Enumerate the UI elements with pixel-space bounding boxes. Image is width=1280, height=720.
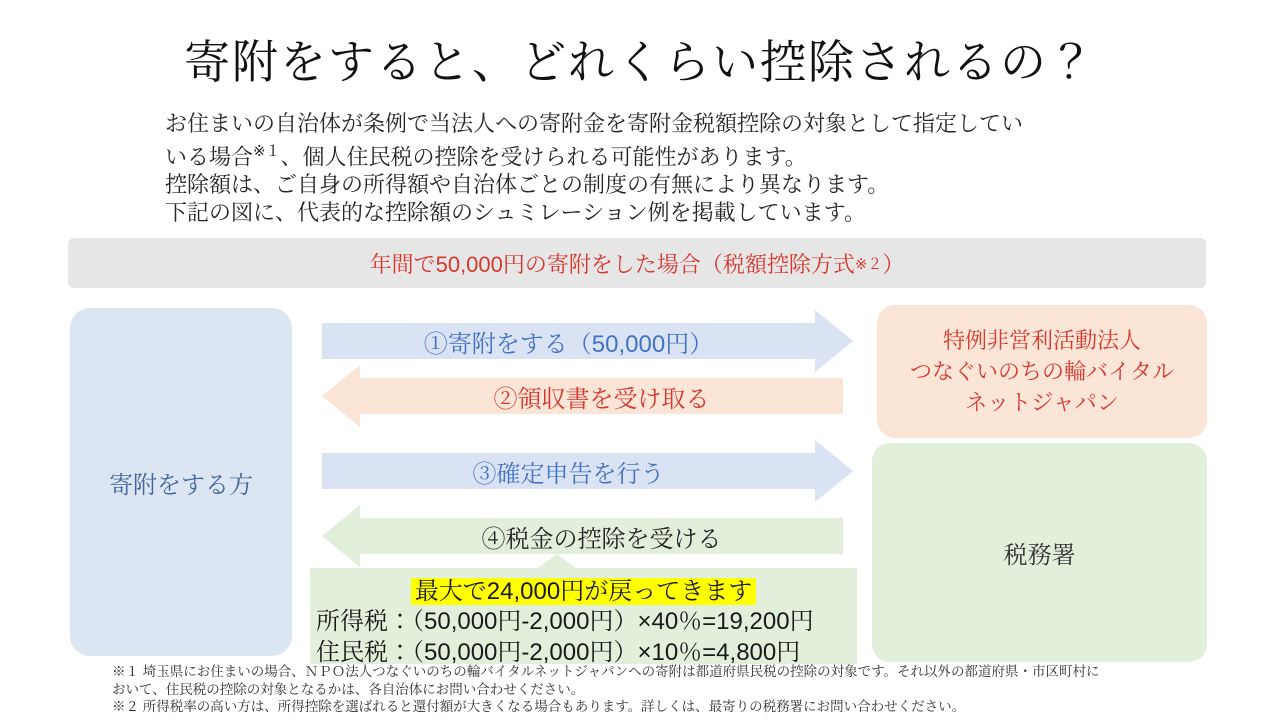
npo-name-line-1: 特例非営利活動法人: [942, 328, 1141, 353]
footnotes: [112, 663, 1222, 716]
arrow-2-receipt: [322, 365, 855, 427]
callout-notch-icon: [538, 554, 576, 568]
footnote-2: ※２ 所得税率の高い方は、所得控除を選ばれると還付額が大きくなる場合もあります。詳しくは、最寄りの税務署にお問い合わせください。: [112, 699, 966, 714]
arrow-right-icon: [815, 440, 853, 502]
intro-line-2-pre: いる場合: [165, 144, 254, 170]
footnote-ref-2: ※２: [854, 255, 883, 273]
intro-paragraph: [165, 110, 1023, 227]
footnote-ref-1: ※１: [253, 143, 281, 160]
arrow-3-label: ③確定申告を行う: [322, 453, 815, 489]
donor-box-label: 寄附をする方: [109, 471, 253, 499]
npo-name-line-2: つなぐいのちの輪バイタル: [909, 359, 1174, 384]
intro-line-3: 控除額は、ご自身の所得額や自治体ごとの制度の有無により異なります。: [165, 172, 890, 198]
intro-line-4: 下記の図に、代表的な控除額のシュミレーション例を掲載しています。: [165, 200, 866, 226]
intro-line-1: お住まいの自治体が条例で当法人への寄附金を寄附金税額控除の対象として指定してい: [165, 111, 1024, 136]
tax-office-box: [872, 443, 1207, 662]
result-highlight-line: [310, 571, 857, 606]
arrow-left-icon: [322, 505, 360, 567]
scenario-banner-close: ）: [882, 251, 905, 277]
arrow-4-deduction: [322, 505, 855, 567]
resident-tax-line: 住民税：（50,000円-2,000円）×10％=4,800円: [316, 639, 801, 666]
intro-line-2-post: 、個人住民税の控除を受けられる可能性があります。: [280, 144, 807, 170]
donor-box: [70, 308, 292, 656]
arrow-right-icon: [815, 310, 853, 372]
income-tax-line: 所得税：（50,000円-2,000円）×40％=19,200円: [316, 608, 814, 635]
npo-name-line-3: ネットジャパン: [965, 390, 1119, 415]
arrow-2-label: ②領収書を受け取る: [360, 378, 843, 414]
intro-line-2: [165, 138, 1023, 171]
deduction-result-box: [310, 568, 857, 664]
tax-office-label: 税務署: [1003, 542, 1076, 569]
arrow-1-label: ①寄附をする（50,000円）: [322, 323, 815, 359]
scenario-banner-text: 年間で50,000円の寄附をした場合（税額控除方式: [369, 251, 855, 277]
result-highlight-text: 最大で24,000円が戻ってきます: [411, 578, 756, 605]
arrow-left-icon: [322, 365, 360, 427]
arrow-1-donate: [322, 310, 855, 372]
arrow-3-tax-return: [322, 440, 855, 502]
arrow-4-label: ④税金の控除を受ける: [360, 518, 843, 554]
page-title: 寄附をすると、どれくらい控除されるの？: [184, 36, 1096, 88]
npo-box: [877, 305, 1207, 438]
footnote-1-line-1: ※１ 埼玉県にお住まいの場合、ＮＰＯ法人つなぐいのちの輪バイタルネットジャパンへの寄附は都道府県民税の控除の対象です。それ以外の都道府県・市区町村に: [112, 664, 1100, 679]
scenario-banner: [68, 238, 1206, 288]
footnote-1-line-2: おいて、住民税の控除の対象となるかは、各自治体にお問い合わせください。: [112, 681, 585, 697]
